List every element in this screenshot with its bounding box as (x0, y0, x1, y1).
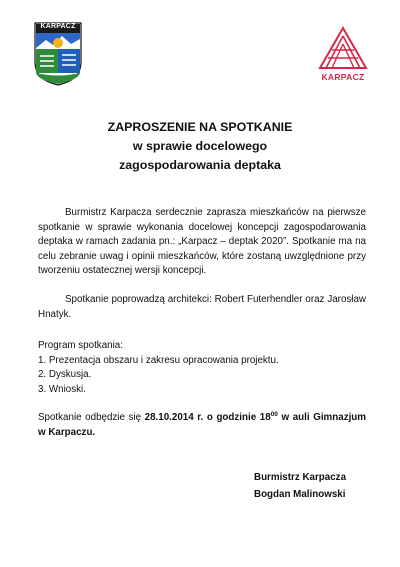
brand-label: KARPACZ (321, 72, 365, 82)
title-line-3: zagospodarowania deptaka (119, 158, 281, 172)
signature-title: Burmistrz Karpacza (254, 472, 347, 483)
karpacz-mountain-logo-icon (316, 24, 370, 84)
title-line-1: ZAPROSZENIE NA SPOTKANIE (107, 120, 293, 134)
signature-block (254, 469, 346, 503)
meeting-prefix: Spotkanie odbędzie się (38, 412, 145, 423)
signature-name: Bogdan Malinowski (254, 489, 346, 500)
karpacz-coat-of-arms-icon (34, 22, 82, 86)
program-item-3: 3. Wnioski. (38, 383, 86, 395)
invitation-paragraph: Burmistrz Karpacza serdecznie zaprasza mieszkańców na pierwsze spotkanie w sprawie wykonania docelowej koncepcji zagospodarowania deptaka w ramach zadania pn.: „Karpacz – deptak 2020”. Spotkanie ma na celu zebranie uwag i opinii mieszkańców, które zostaną uwzględnione przy tworzeniu ostatecznej wersji koncepcji. (38, 207, 366, 277)
program-heading: Program spotkania: (38, 340, 123, 351)
meeting-place: w auli Gimnazjum w Karpaczu. (38, 412, 367, 438)
crest-label: KARPACZ (40, 23, 76, 30)
meeting-date-time: 28.10.2014 r. o godzinie 18 (144, 412, 271, 423)
meeting-minutes: 00 (270, 411, 278, 418)
program-section (38, 339, 366, 397)
architects-paragraph: Spotkanie poprowadzą architekci: Robert Futerhendler oraz Jarosław Hnatyk. (38, 294, 366, 320)
title-line-2: w sprawie docelowego (132, 139, 268, 153)
program-item-1: 1. Prezentacja obszaru i zakresu opracowania projektu. (38, 354, 279, 366)
meeting-details (38, 411, 366, 440)
page-title (40, 118, 360, 175)
program-item-2: 2. Dyskusja. (38, 369, 92, 381)
